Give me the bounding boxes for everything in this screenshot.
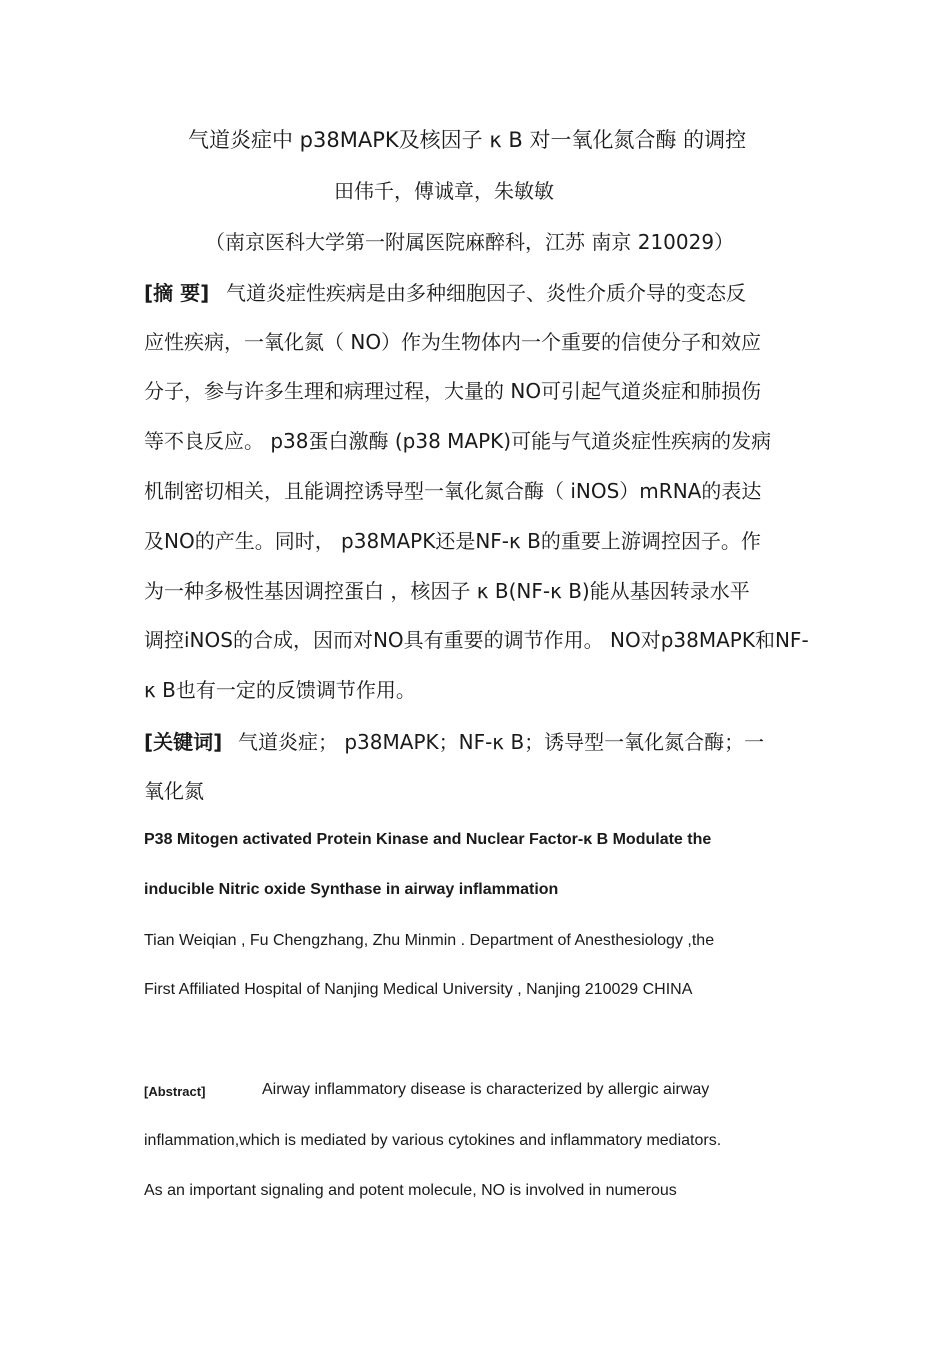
abstract-en-line: inflammation,which is mediated by various cytokines and inflammatory mediators. — [144, 1132, 722, 1149]
abstract-zh-line: 分子，参与许多生理和病理过程，大量的 NO可引起气道炎症和肺损伤 — [144, 379, 762, 403]
keywords-zh-line: 气道炎症； p38MAPK；NF-κ B；诱导型一氧化氮合酶；一 — [238, 730, 765, 754]
english-authors-line: Tian Weiqian , Fu Chengzhang, Zhu Minmin . Department of Anesthesiology ,the — [144, 932, 715, 949]
abstract-zh-label: [摘 要] — [144, 281, 210, 305]
abstract-en-line: Airway inflammatory disease is characterized by allergic airway — [262, 1081, 710, 1098]
abstract-en-line: As an important signaling and potent molecule, NO is involved in numerous — [144, 1182, 677, 1199]
keywords-zh-line: 氧化氮 — [144, 779, 204, 803]
abstract-zh-line: 等不良反应。 p38蛋白激酶 (p38 MAPK)可能与气道炎症性疾病的发病 — [144, 429, 772, 453]
abstract-zh-line: 应性疾病，一氧化氮（ NO）作为生物体内一个重要的信使分子和效应 — [144, 330, 762, 354]
english-title-line: inducible Nitric oxide Synthase in airway inflammation — [144, 881, 559, 898]
keywords-zh-label: [关键词] — [144, 730, 223, 754]
english-title-line: P38 Mitogen activated Protein Kinase and Nuclear Factor-κ B Modulate the — [144, 831, 712, 848]
paper-title: 气道炎症中 p38MAPK及核因子 κ B 对一氧化氮合酶 的调控 — [188, 128, 747, 152]
english-affiliation-line: First Affiliated Hospital of Nanjing Medical University , Nanjing 210029 CHINA — [144, 981, 693, 998]
abstract-zh-line: κ B也有一定的反馈调节作用。 — [144, 678, 416, 702]
abstract-en-label: [Abstract] — [144, 1084, 206, 1099]
authors: 田伟千，傅诚章，朱敏敏 — [334, 179, 554, 203]
abstract-zh-line: 为一种多极性基因调控蛋白 ，核因子 κ B(NF-κ B)能从基因转录水平 — [144, 579, 750, 603]
abstract-zh-line: 机制密切相关，且能调控诱导型一氧化氮合酶（ iNOS）mRNA的表达 — [144, 479, 762, 503]
abstract-zh-line: 及NO的产生。同时， p38MAPK还是NF-κ B的重要上游调控因子。作 — [144, 529, 761, 553]
abstract-zh-line: 气道炎症性疾病是由多种细胞因子、炎性介质介导的变态反 — [226, 281, 746, 305]
affiliation: （南京医科大学第一附属医院麻醉科，江苏 南京 210029） — [205, 230, 735, 254]
abstract-zh-line: 调控iNOS的合成，因而对NO具有重要的调节作用。 NO对p38MAPK和NF- — [144, 628, 809, 652]
